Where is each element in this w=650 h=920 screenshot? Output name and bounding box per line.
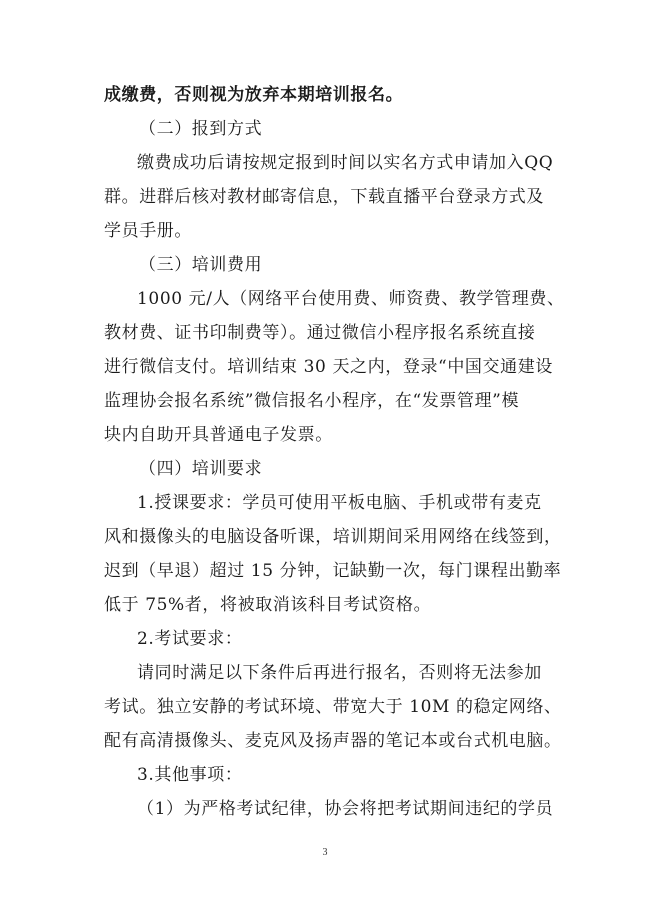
paragraph-line: 请同时满足以下条件后再进行报名，否则将无法参加 (137, 663, 542, 683)
paragraph-line: 风和摄像头的电脑设备听课，培训期间采用网络在线签到， (104, 527, 562, 547)
paragraph-line: 成缴费，否则视为放弃本期培训报名。 (104, 85, 404, 105)
paragraph-line: 低于 75%者，将被取消该科目考试资格。 (104, 595, 432, 615)
paragraph-line: 群。进群后核对教材邮寄信息，下载直播平台登录方式及 (104, 187, 544, 207)
subsection-heading: 2.考试要求： (137, 629, 243, 649)
paragraph-line: 教材费、证书印制费等）。通过微信小程序报名系统直接 (104, 323, 536, 343)
subsection-heading: 3.其他事项： (137, 765, 243, 785)
page-number: 3 (322, 847, 328, 858)
section-heading: （二）报到方式 (139, 119, 263, 139)
paragraph-line: 块内自助开具普通电子发票。 (104, 425, 333, 445)
paragraph-line: 监理协会报名系统”微信报名小程序，在“发票管理”模 (104, 391, 520, 411)
paragraph-line: 考试。独立安静的考试环境、带宽大于 10M 的稳定网络、 (104, 697, 562, 717)
paragraph-line: 1000 元/人（网络平台使用费、师资费、教学管理费、 (137, 289, 565, 309)
section-heading: （三）培训费用 (139, 255, 263, 275)
paragraph-line: 迟到（早退）超过 15 分钟，记缺勤一次，每门课程出勤率 (104, 561, 562, 581)
paragraph-line: 配有高清摄像头、麦克风及扬声器的笔记本或台式机电脑。 (104, 731, 562, 751)
paragraph-line: 缴费成功后请按规定报到时间以实名方式申请加入QQ (137, 153, 554, 173)
paragraph-line: 1.授课要求：学员可使用平板电脑、手机或带有麦克 (137, 493, 542, 513)
paragraph-line: 学员手册。 (104, 221, 192, 241)
paragraph-line: （1）为严格考试纪律，协会将把考试期间违纪的学员 (137, 799, 554, 819)
paragraph-line: 进行微信支付。培训结束 30 天之内，登录“中国交通建设 (104, 357, 553, 377)
section-heading: （四）培训要求 (139, 459, 263, 479)
